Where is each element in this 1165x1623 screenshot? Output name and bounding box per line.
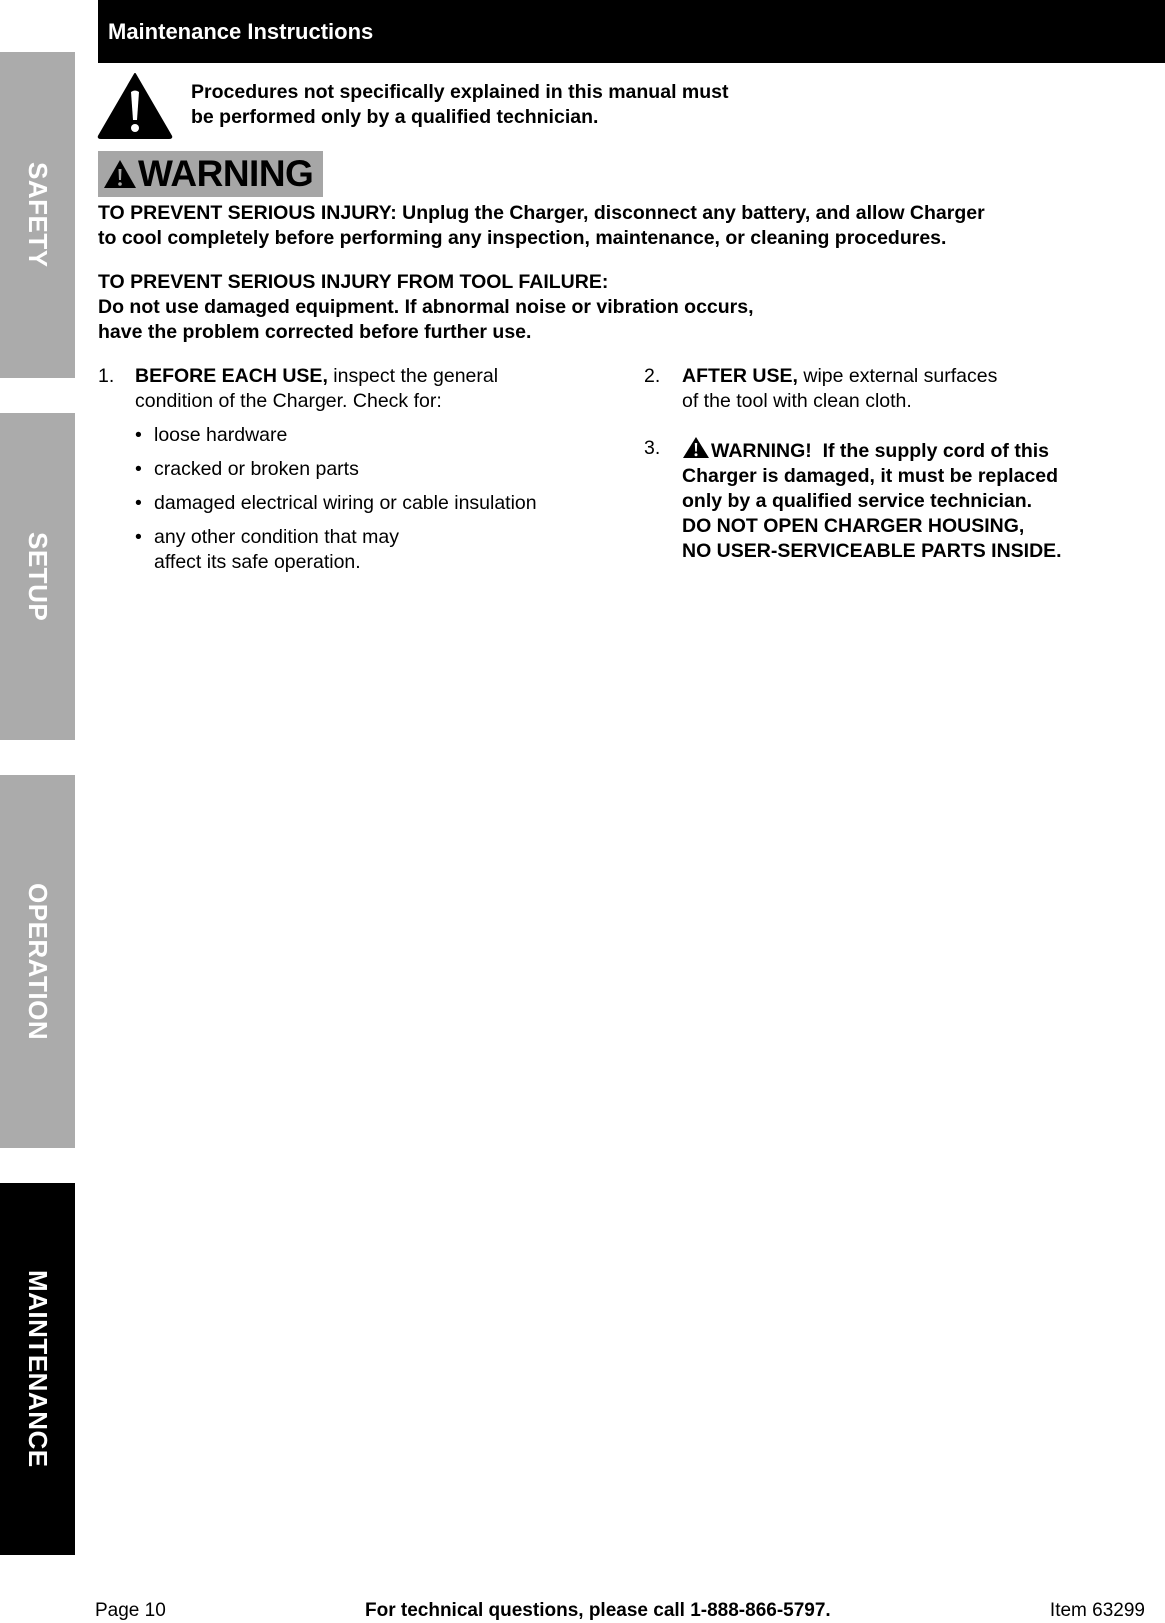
warning-label: WARNING — [138, 153, 314, 194]
caution-triangle-icon — [97, 72, 173, 139]
warning-paragraph-tool-failure: TO PREVENT SERIOUS INJURY FROM TOOL FAILURE: Do not use damaged equipment. If abnormal noise or vibration occurs, have the problem corrected before further use. — [98, 271, 754, 343]
warning-triangle-icon — [682, 436, 710, 459]
list-item: • cracked or broken parts — [135, 457, 537, 482]
warning-badge — [98, 151, 323, 197]
side-tab-label: SAFETY — [23, 162, 53, 268]
warning-paragraph-unplug: TO PREVENT SERIOUS INJURY: Unplug the Charger, disconnect any battery, and allow Charger to cool completely before performing any inspection, maintenance, or cleaning procedures. — [98, 202, 985, 249]
side-tab-operation[interactable] — [0, 775, 75, 1148]
page-number: Page 10 — [95, 1600, 166, 1621]
step-number: 2. — [644, 365, 661, 387]
step-2-text: AFTER USE, wipe external surfaces of the tool with clean cloth. — [682, 365, 998, 412]
side-tab-label: OPERATION — [23, 882, 53, 1041]
list-item: • damaged electrical wiring or cable insulation — [135, 491, 537, 516]
list-item: • loose hardware — [135, 423, 537, 448]
item-number: Item 63299 — [1049, 1600, 1145, 1621]
side-tab-setup[interactable] — [0, 413, 75, 740]
list-item: • any other condition that may affect its safe operation. — [135, 525, 537, 575]
inspection-checklist — [135, 423, 537, 584]
page-title: Maintenance Instructions — [108, 18, 374, 44]
step-1-text: BEFORE EACH USE, inspect the general condition of the Charger. Check for: — [135, 365, 499, 412]
step-3-warning: WARNING! If the supply cord of this Charger is damaged, it must be replaced only by a qualified service technician. DO NOT OPEN CHARGER HOUSING, NO USER-SERVICEABLE PARTS INSIDE. — [682, 436, 1062, 564]
side-tab-label: SETUP — [23, 531, 53, 622]
side-tab-safety[interactable] — [0, 52, 75, 378]
step-number: 3. — [644, 437, 661, 459]
step-number: 1. — [98, 365, 115, 387]
section-header — [98, 0, 1165, 63]
caution-notice: Procedures not specifically explained in this manual must be performed only by a qualified technician. — [191, 81, 729, 128]
side-tab-label: MAINTENANCE — [23, 1270, 53, 1468]
support-phone: For technical questions, please call 1-888-866-5797. — [365, 1600, 831, 1621]
side-tab-maintenance[interactable] — [0, 1183, 75, 1555]
warning-triangle-icon — [103, 159, 137, 189]
